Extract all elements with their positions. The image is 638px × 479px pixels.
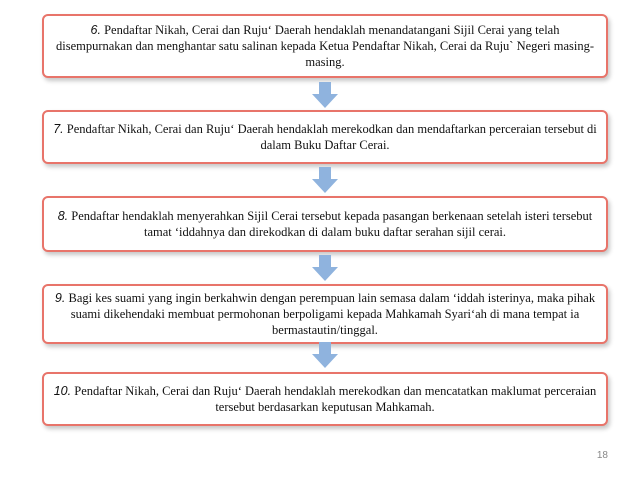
step-number-10: 10.	[53, 384, 72, 398]
step-description-8: Pendaftar hendaklah menyerahkan Sijil Cerai tersebut kepada pasangan berkenaan setelah isteri tersebut tamat ‘iddahnya dan direkodkan di dalam buku daftar serahan sijil cerai.	[71, 209, 593, 239]
step-text-6	[52, 22, 598, 70]
step-text-10	[52, 383, 598, 415]
down-arrow-icon	[312, 342, 338, 368]
step-number-6: 6.	[90, 23, 101, 37]
step-number-8: 8.	[57, 209, 69, 223]
step-box-8	[42, 196, 608, 252]
step-box-7	[42, 110, 608, 164]
step-box-9	[42, 284, 608, 344]
step-text-8	[52, 208, 598, 240]
step-description-7: Pendaftar Nikah, Cerai dan Ruju‘ Daerah hendaklah merekodkan dan mendaftarkan perceraian tersebut di dalam Buku Daftar Cerai.	[66, 122, 597, 152]
step-number-7: 7.	[53, 122, 64, 136]
step-description-9: Bagi kes suami yang ingin berkahwin dengan perempuan lain semasa dalam ‘iddah isterinya, maka pihak suami dikehendaki membuat permohonan berpoligami kepada Mahkamah Syari‘ah di mana tempat ia bermastautin/tinggal.	[68, 291, 596, 337]
step-text-7	[52, 121, 598, 153]
down-arrow-icon	[312, 82, 338, 108]
step-description-10: Pendaftar Nikah, Cerai dan Ruju‘ Daerah hendaklah merekodkan dan mencatatkan maklumat perceraian tersebut berdasarkan keputusan Mahkamah.	[74, 384, 597, 414]
down-arrow-icon	[312, 255, 338, 281]
step-text-9	[52, 290, 598, 338]
step-description-6: Pendaftar Nikah, Cerai dan Ruju‘ Daerah hendaklah menandatangani Sijil Cerai yang telah disempurnakan dan menghantar satu salinan kepada Ketua Pendaftar Nikah, Cerai da Ruju` Negeri masing-masing.	[55, 23, 594, 69]
step-box-6	[42, 14, 608, 78]
step-number-9: 9.	[54, 291, 66, 305]
step-box-10	[42, 372, 608, 426]
down-arrow-icon	[312, 167, 338, 193]
page-number: 18	[596, 450, 608, 461]
